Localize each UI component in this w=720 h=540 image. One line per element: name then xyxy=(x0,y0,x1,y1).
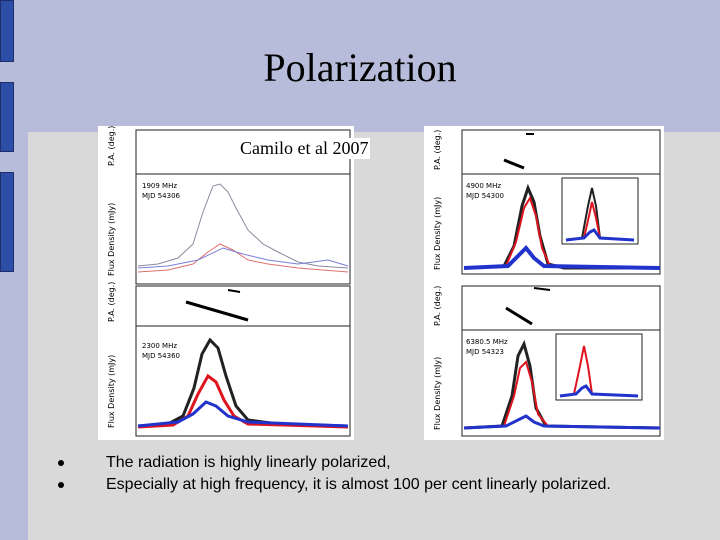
accent-bar xyxy=(0,82,14,152)
pa-track xyxy=(186,302,248,320)
figure-right xyxy=(424,126,664,440)
ylabel-flux-top: Flux Density (mJy) xyxy=(107,202,116,276)
inset-linear-curve xyxy=(560,346,638,396)
pa-panel-bottom xyxy=(462,286,660,330)
flux-panel-top xyxy=(136,174,350,284)
inset-panel-bottom xyxy=(556,334,642,400)
total-intensity-curve xyxy=(464,344,660,428)
figure-caption: Camilo et al 2007 xyxy=(240,138,369,158)
ylabel-flux-top: Flux Density (mJy) xyxy=(433,196,442,270)
figure-left xyxy=(98,126,354,440)
panel-label-mjd: MJD 54323 xyxy=(466,348,504,356)
ylabel-pa-top: P.A. (deg.) xyxy=(107,126,116,166)
circular-polarization-curve xyxy=(464,416,660,428)
bullet-item: The radiation is highly linearly polarized, xyxy=(58,452,611,474)
linear-polarization-curve xyxy=(138,244,348,272)
slide-title: Polarization xyxy=(263,45,457,90)
panel-label-mjd: MJD 54300 xyxy=(466,192,504,200)
pa-panel-top xyxy=(462,130,660,174)
pa-track xyxy=(228,290,240,292)
ylabel-flux-bottom: Flux Density (mJy) xyxy=(107,354,116,428)
figure-right-plot xyxy=(424,126,664,440)
ylabel-pa-bottom: P.A. (deg.) xyxy=(107,281,116,322)
circular-polarization-curve xyxy=(464,248,660,268)
panel-label-freq: 4900 MHz xyxy=(466,182,502,190)
ylabel-flux-bottom: Flux Density (mJy) xyxy=(433,356,442,430)
figure-left-plot xyxy=(98,126,354,440)
pa-track xyxy=(506,308,532,324)
ylabel-pa-top: P.A. (deg.) xyxy=(433,129,442,170)
inset-total-curve xyxy=(566,188,634,240)
circular-polarization-curve xyxy=(138,248,348,268)
ylabel-pa-bottom: P.A. (deg.) xyxy=(433,285,442,326)
accent-bar xyxy=(0,172,14,272)
inset-linear-curve xyxy=(566,202,634,240)
bullet-item: Especially at high frequency, it is almost 100 per cent linearly polarized. xyxy=(58,474,611,496)
bullet-list xyxy=(58,452,611,496)
panel-label-freq: 6380.5 MHz xyxy=(466,338,508,346)
panel-label-freq: 1909 MHz xyxy=(142,182,178,190)
panel-label-freq: 2300 MHz xyxy=(142,342,178,350)
pa-track xyxy=(534,288,550,290)
inset-circular-curve xyxy=(560,386,638,396)
pa-track xyxy=(504,160,524,168)
panel-label-mjd: MJD 54306 xyxy=(142,192,180,200)
panel-label-mjd: MJD 54360 xyxy=(142,352,180,360)
